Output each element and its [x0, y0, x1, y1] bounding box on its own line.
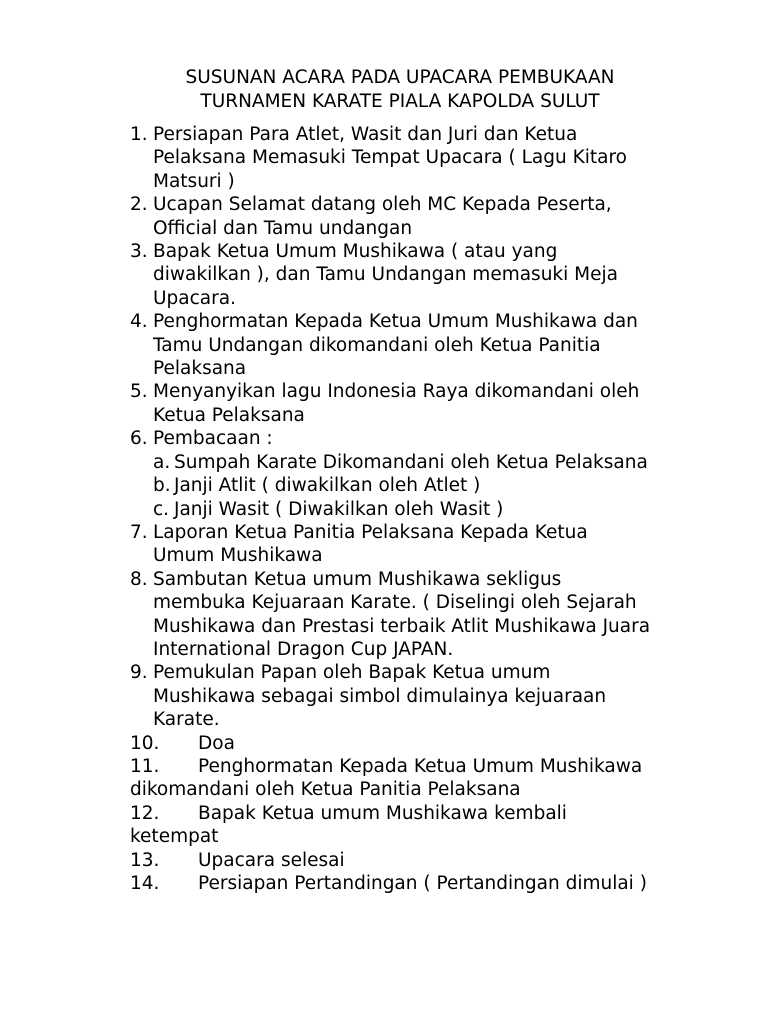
agenda-item-number: 10.	[130, 732, 160, 754]
agenda-sub-item	[130, 474, 750, 497]
agenda-item	[130, 310, 750, 380]
agenda-item-number: 8.	[130, 568, 148, 590]
agenda-item-text: Pelaksana Memasuki Tempat Upacara ( Lagu Kitaro	[153, 147, 627, 169]
agenda-sub-item-letter: b.	[153, 475, 171, 497]
title-line-1: SUSUNAN ACARA PADA UPACARA PEMBUKAAN	[185, 67, 615, 88]
agenda-sub-item	[130, 498, 750, 521]
agenda-item-text: ketempat	[130, 826, 219, 848]
agenda-item-text: International Dragon Cup JAPAN.	[153, 638, 454, 660]
agenda-item-text: Upacara selesai	[198, 849, 345, 871]
agenda-item-text: Tamu Undangan dikomandani oleh Ketua Panitia	[153, 334, 601, 356]
agenda-sub-item-text: Sumpah Karate Dikomandani oleh Ketua Pelaksana	[174, 451, 648, 473]
agenda-item	[130, 123, 750, 193]
agenda-item-text: Laporan Ketua Panitia Pelaksana Kepada Ketua	[153, 521, 588, 543]
agenda-item-text: Ucapan Selamat datang oleh MC Kepada Peserta,	[153, 194, 612, 216]
agenda-item-text: Umum Mushikawa	[153, 545, 323, 567]
agenda-sub-item	[130, 451, 750, 474]
agenda-item	[130, 661, 750, 731]
agenda-item-text: Bapak Ketua umum Mushikawa kembali	[198, 802, 567, 824]
agenda-sub-item-text: Janji Wasit ( Diwakilkan oleh Wasit )	[174, 498, 504, 520]
agenda-item-number: 2.	[130, 194, 148, 216]
agenda-item-number: 13.	[130, 849, 160, 871]
agenda-sub-item-text: Janji Atlit ( diwakilkan oleh Atlet )	[174, 475, 481, 497]
agenda-item-number: 11.	[130, 755, 160, 777]
agenda-item-number: 3.	[130, 241, 148, 263]
agenda-item-text: Karate.	[153, 709, 220, 731]
agenda-item	[130, 802, 750, 849]
agenda-item-text: Mushikawa sebagai simbol dimulainya kejuaraan	[153, 685, 607, 707]
agenda-item	[130, 849, 750, 872]
agenda-item-text: Matsuri )	[153, 170, 235, 192]
agenda-item-text: diwakilkan ), dan Tamu Undangan memasuki Meja	[153, 264, 618, 286]
agenda-item-text: Menyanyikan lagu Indonesia Raya dikomandani oleh	[153, 381, 640, 403]
agenda-item-number: 14.	[130, 873, 160, 894]
agenda-item	[130, 872, 750, 895]
agenda-item-text: Sambutan Ketua umum Mushikawa sekligus	[153, 568, 562, 590]
agenda-item	[130, 521, 750, 568]
title-line-2: TURNAMEN KARATE PIALA KAPOLDA SULUT	[200, 91, 600, 112]
agenda-item-text: Penghormatan Kepada Ketua Umum Mushikawa dan	[153, 311, 638, 333]
agenda-item	[130, 568, 750, 662]
agenda-item-text: Persiapan Pertandingan ( Pertandingan dimulai )	[198, 873, 647, 894]
agenda-item-text: Upacara.	[153, 287, 236, 309]
agenda-item-number: 4.	[130, 311, 148, 333]
agenda-item	[130, 380, 750, 427]
agenda-item-text: Mushikawa dan Prestasi terbaik Atlit Mushikawa Juara	[153, 615, 651, 637]
agenda-item-text: Official dan Tamu undangan	[153, 217, 413, 239]
agenda-item-text: Bapak Ketua Umum Mushikawa ( atau yang	[153, 241, 558, 263]
agenda-item-number: 6.	[130, 428, 148, 450]
agenda-sub-item-letter: c.	[153, 498, 170, 520]
agenda-item-number: 9.	[130, 662, 148, 684]
agenda-item-text: membuka Kejuaraan Karate. ( Diselingi oleh Sejarah	[153, 592, 637, 614]
agenda-item	[130, 193, 750, 240]
agenda-item-text: dikomandani oleh Ketua Panitia Pelaksana	[130, 779, 521, 801]
agenda-item-text: Pemukulan Papan oleh Bapak Ketua umum	[153, 662, 551, 684]
agenda-item	[130, 427, 750, 450]
agenda-list	[130, 123, 750, 895]
agenda-item-text: Pelaksana	[153, 358, 247, 380]
agenda-item	[130, 240, 750, 310]
agenda-item-number: 12.	[130, 802, 160, 824]
agenda-item-number: 7.	[130, 521, 148, 543]
agenda-item-text: Pembacaan :	[153, 428, 273, 450]
agenda-item	[130, 732, 750, 755]
agenda-item	[130, 755, 750, 802]
agenda-sub-item-letter: a.	[153, 451, 171, 473]
agenda-item-number: 1.	[130, 124, 148, 145]
document-title	[0, 66, 768, 114]
agenda-item-text: Ketua Pelaksana	[153, 404, 305, 426]
agenda-item-text: Doa	[198, 732, 235, 754]
agenda-item-text: Penghormatan Kepada Ketua Umum Mushikawa	[198, 755, 643, 777]
agenda-item-number: 5.	[130, 381, 148, 403]
agenda-item-text: Persiapan Para Atlet, Wasit dan Juri dan Ketua	[153, 124, 578, 145]
